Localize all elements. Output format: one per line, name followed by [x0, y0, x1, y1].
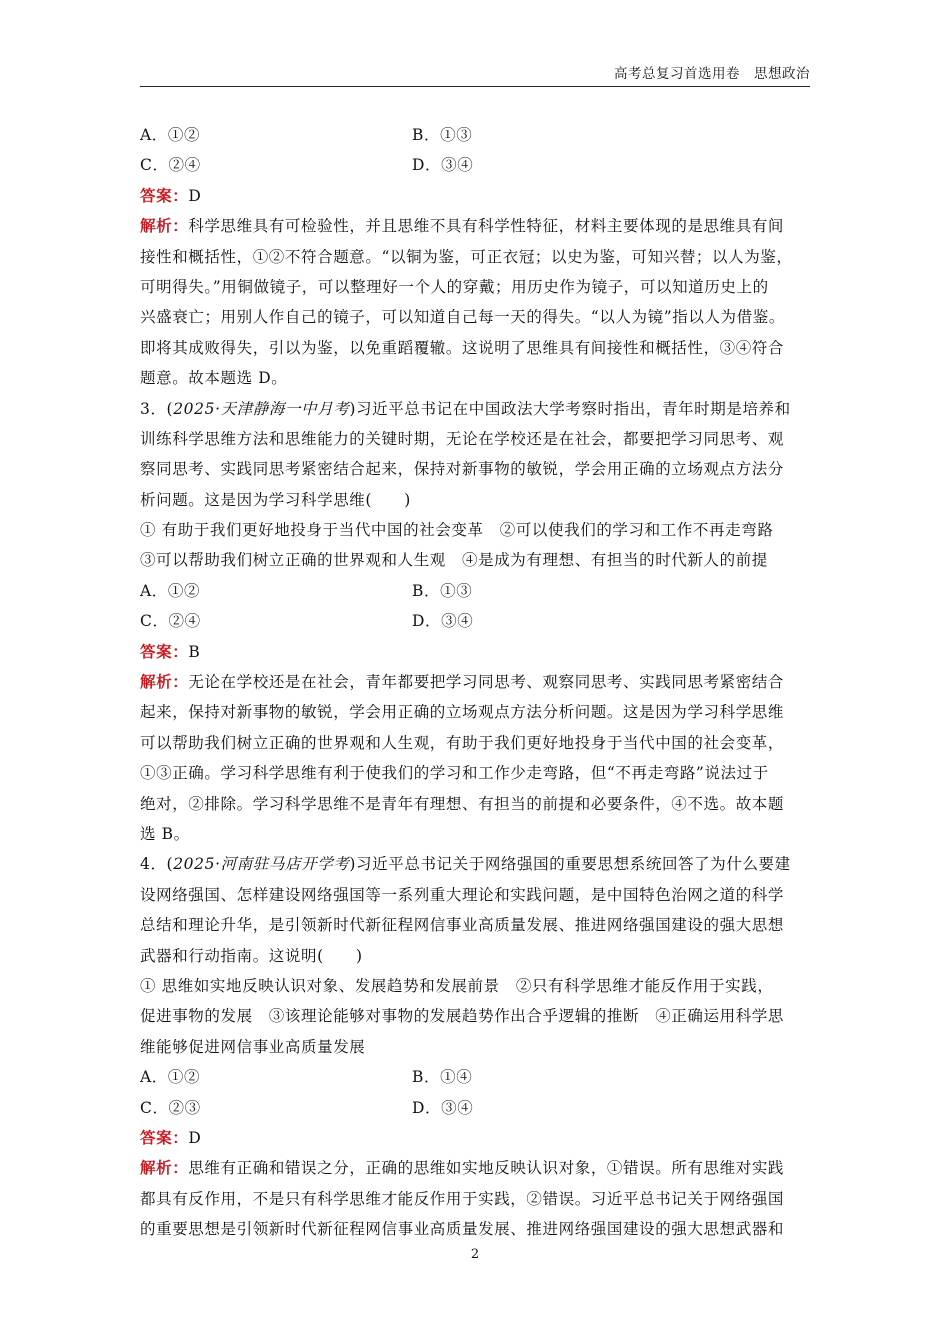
q2-analysis-label: 解析：: [140, 216, 189, 236]
q2-answer: [140, 181, 812, 211]
q3-source: 2025·天津静海一中月考: [173, 399, 350, 418]
q3-stem-line: 析问题。这是因为学习科学思维( ): [140, 490, 411, 509]
q3-stem-line: 训练科学思维方法和思维能力的关键时期，无论在学校还是在社会，都要把学习同思考、观: [140, 429, 785, 448]
q4-statement-line: 维能够促进网信事业高质量发展: [140, 1037, 366, 1056]
page-number: 2: [470, 1247, 480, 1262]
q3-statement-line: ③可以帮助我们树立正确的世界观和人生观 ④是成为有理想、有担当的时代新人的前提: [140, 551, 768, 570]
q3-options-row-1: [140, 576, 812, 606]
q4-analysis-line: 的重要思想是引领新时代新征程网信事业高质量发展、推进网络强国建设的强大思想武器和: [140, 1220, 785, 1239]
q4-option-c: C．②③: [140, 1098, 201, 1117]
q2-option-c: C．②④: [140, 156, 201, 175]
q3-analysis-line: 起来，保持对新事物的敏锐，学会用正确的立场观点方法分析问题。这是因为学习科学思维: [140, 703, 785, 722]
q4-source: 2025·河南驻马店开学考: [173, 855, 350, 874]
q3-stem-line: [140, 394, 812, 424]
q2-option-b: B．①③: [412, 126, 473, 144]
q4-number: 4．(: [140, 855, 174, 874]
q2-analysis-text: 科学思维具有可检验性，并且思维不具有科学性特征，材料主要体现的是思维具有间: [188, 217, 785, 236]
q3-answer-label: 答案：: [140, 641, 189, 661]
q3-option-d: D．③④: [412, 612, 474, 631]
q4-options-row-2: [140, 1093, 812, 1123]
q4-analysis-line: 都具有反作用，不是只有科学思维才能反作用于实践，②错误。习近平总书记关于网络强国: [140, 1189, 785, 1208]
q3-option-a: A．①②: [140, 581, 201, 600]
q4-stem-line: 武器和行动指南。这说明( ): [140, 946, 363, 965]
q4-stem-line: 总结和理论升华，是引领新时代新征程网信事业高质量发展、推进网络强国建设的强大思想: [140, 916, 785, 935]
q3-analysis-text: 无论在学校还是在社会，青年都要把学习同思考、观察同思考、实践同思考紧密结合: [188, 673, 785, 692]
q3-answer: [140, 637, 812, 667]
q4-statement-line: 促进事物的发展 ③该理论能够对事物的发展趋势作出合乎逻辑的推断 ④正确运用科学思: [140, 1007, 785, 1026]
q3-stem-line: 察同思考、实践同思考紧密结合起来，保持对新事物的敏锐，学会用正确的立场观点方法分: [140, 460, 785, 479]
q4-stem-line: 设网络强国、怎样建设网络强国等一系列重大理论和实践问题，是中国特色治网之道的科学: [140, 885, 785, 904]
q4-options-row-1: [140, 1062, 812, 1092]
q2-options-row-1: [140, 120, 812, 150]
q4-option-a: A．①②: [140, 1068, 201, 1087]
q3-options-row-2: [140, 606, 812, 636]
q3-answer-value: B: [188, 642, 201, 661]
q2-analysis-line: 可明得失。”用铜做镜子，可以整理好一个人的穿戴；用历史作为镜子，可以知道历史上的: [140, 277, 769, 296]
q3-analysis-line: [140, 667, 812, 697]
q2-analysis-line: 兴盛衰亡；用别人作自己的镜子，可以知道自己每一天的得失。“以人为镜”指以人为借鉴。: [140, 308, 785, 327]
q3-number: 3．(: [140, 399, 174, 418]
q2-option-d: D．③④: [412, 156, 474, 175]
q2-answer-value: D: [188, 186, 202, 205]
q2-option-a: A．①②: [140, 126, 201, 144]
q4-option-b: B．①④: [412, 1068, 473, 1087]
q4-answer-value: D: [188, 1128, 202, 1147]
q2-analysis-line: 接性和概括性，①②不符合题意。“以铜为鉴，可正衣冠；以史为鉴，可知兴替；以人为鉴，: [140, 247, 793, 266]
q4-option-d: D．③④: [412, 1098, 474, 1117]
q3-analysis-line: ①③正确。学习科学思维有利于使我们的学习和工作少走弯路，但“不再走弯路”说法过于: [140, 764, 769, 783]
header-title: 高考总复习首选用卷 思想政治: [614, 66, 810, 82]
q4-analysis-label: 解析：: [140, 1158, 189, 1178]
q3-analysis-label: 解析：: [140, 672, 189, 692]
q4-analysis-text: 思维有正确和错误之分，正确的思维如实地反映认识对象，①错误。所有思维对实践: [188, 1159, 785, 1178]
q2-analysis-line: 题意。故本题选 D。: [140, 369, 288, 388]
q3-statement-line: ① 有助于我们更好地投身于当代中国的社会变革 ②可以使我们的学习和工作不再走弯路: [140, 521, 774, 540]
q4-statement-line: ① 思维如实地反映认识对象、发展趋势和发展前景 ②只有科学思维才能反作用于实践，: [140, 976, 774, 995]
q3-option-c: C．②④: [140, 612, 201, 631]
q3-option-b: B．①③: [412, 581, 473, 600]
q4-answer: [140, 1123, 812, 1153]
q2-analysis-line: 即将其成败得失，引以为鉴，以免重蹈覆辙。这说明了思维具有间接性和概括性，③④符合: [140, 338, 785, 357]
q4-analysis-line: [140, 1153, 812, 1183]
q2-options-row-2: [140, 150, 812, 180]
q3-analysis-line: 绝对，②排除。学习科学思维不是青年有理想、有担当的前提和必要条件，④不选。故本题: [140, 794, 785, 813]
page-header: [140, 62, 810, 87]
q4-answer-label: 答案：: [140, 1127, 189, 1147]
q3-analysis-line: 可以帮助我们树立正确的世界观和人生观，有助于我们更好地投身于当代中国的社会变革，: [140, 733, 785, 752]
q3-analysis-line: 选 B。: [140, 824, 190, 843]
q3-stem-text: )习近平总书记在中国政法大学考察时指出，青年时期是培养和: [349, 399, 791, 418]
q2-answer-label: 答案：: [140, 185, 189, 205]
q4-stem-text: )习近平总书记关于网络强国的重要思想系统回答了为什么要建: [349, 855, 791, 874]
q2-analysis-line: [140, 211, 812, 241]
q4-stem-line: [140, 849, 812, 879]
page-content: [140, 120, 812, 1244]
